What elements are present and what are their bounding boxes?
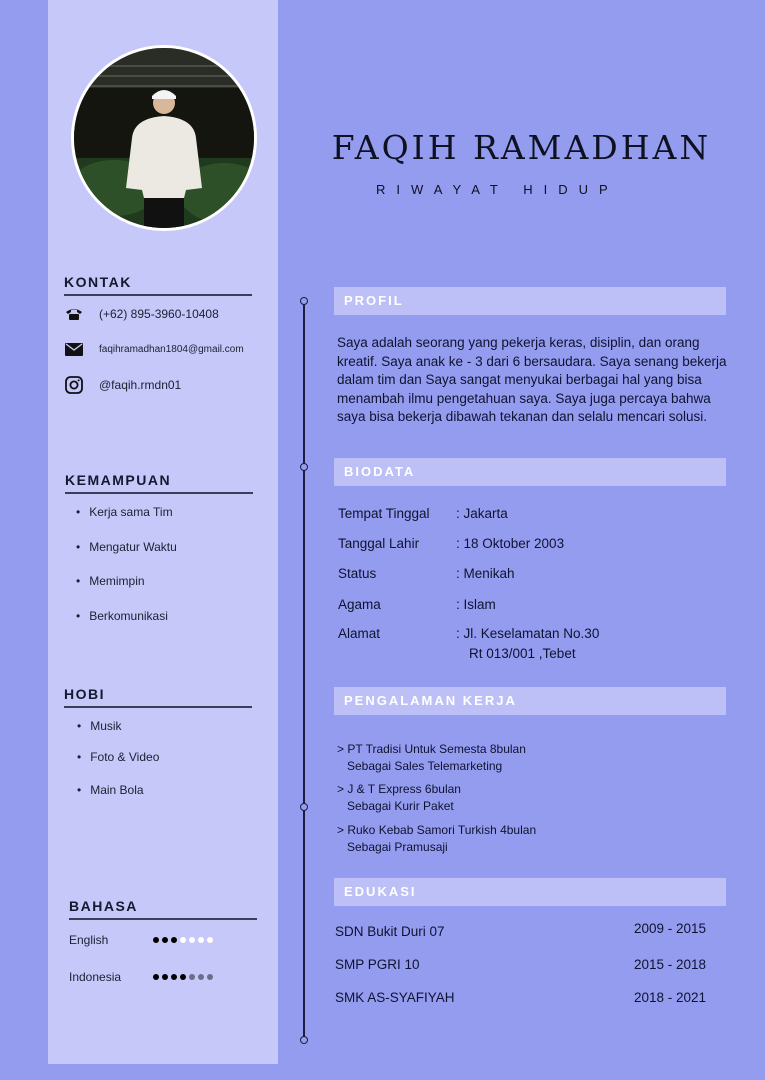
experience-title: > PT Tradisi Untuk Semesta 8bulan bbox=[337, 742, 526, 756]
skill-item: • Memimpin bbox=[76, 574, 145, 588]
document-subtitle: RIWAYAT HIDUP bbox=[376, 182, 619, 197]
skill-item: • Mengatur Waktu bbox=[76, 540, 177, 554]
experience-role: Sebagai Pramusaji bbox=[347, 840, 448, 854]
biodata-value-line2: Rt 013/001 ,Tebet bbox=[469, 646, 576, 661]
language-level-dots bbox=[153, 937, 213, 943]
experience-title: > Ruko Kebab Samori Turkish 4bulan bbox=[337, 823, 537, 837]
level-dot-empty bbox=[189, 937, 195, 943]
experience-item bbox=[337, 822, 536, 856]
instagram-icon bbox=[64, 375, 84, 395]
level-dot-filled bbox=[171, 974, 177, 980]
language-name: Indonesia bbox=[69, 970, 122, 984]
contact-instagram-text: @faqih.rmdn01 bbox=[99, 378, 182, 392]
education-school: SMK AS-SYAFIYAH bbox=[335, 990, 455, 1005]
hobby-item: • Main Bola bbox=[77, 783, 144, 797]
contact-instagram bbox=[64, 375, 181, 395]
experience-title: > J & T Express 6bulan bbox=[337, 782, 461, 796]
level-dot-filled bbox=[180, 974, 186, 980]
person-name: FAQIH RAMADHAN bbox=[331, 128, 712, 167]
language-name: English bbox=[69, 933, 109, 947]
timeline-node bbox=[300, 1036, 308, 1044]
education-years: 2009 - 2015 bbox=[634, 921, 707, 936]
experience-item bbox=[337, 781, 461, 815]
timeline-node bbox=[300, 803, 308, 811]
timeline-node bbox=[300, 463, 308, 471]
profile-text: Saya adalah seorang yang pekerja keras, disiplin, dan orang kreatif. Saya anak ke - 3 dari 6 bersaudara. Saya senang bekerja dalam tim dan Saya sangat menyukai berbagai hal yang bisa menambah ilmu pengetahuan saya. Saya juga percaya bahwa saya bisa bekerja dibawah tekanan dan selalu mencari solusi. bbox=[337, 335, 727, 424]
biodata-label: Alamat bbox=[338, 626, 381, 641]
contact-email bbox=[64, 339, 244, 359]
biodata-label: Status bbox=[338, 566, 377, 581]
biodata-section-header: BIODATA bbox=[334, 458, 726, 486]
biodata-label: Tempat Tinggal bbox=[338, 506, 430, 521]
experience-item bbox=[337, 741, 526, 775]
level-dot-filled bbox=[171, 937, 177, 943]
level-dot-empty bbox=[207, 974, 213, 980]
level-dot-empty bbox=[180, 937, 186, 943]
level-dot-empty bbox=[207, 937, 213, 943]
skill-item: • Kerja sama Tim bbox=[76, 505, 173, 519]
biodata-value: : 18 Oktober 2003 bbox=[456, 536, 565, 551]
experience-role: Sebagai Sales Telemarketing bbox=[347, 759, 503, 773]
education-years: 2015 - 2018 bbox=[634, 957, 707, 972]
language-row-indonesia bbox=[69, 970, 213, 984]
profile-photo bbox=[71, 45, 257, 231]
biodata-value: : Islam bbox=[456, 597, 496, 612]
level-dot-filled bbox=[153, 937, 159, 943]
level-dot-empty bbox=[198, 974, 204, 980]
skills-section-title: KEMAMPUAN bbox=[65, 472, 253, 494]
contact-email-text: faqihramadhan1804@gmail.com bbox=[99, 343, 244, 355]
hobby-item: • Foto & Video bbox=[77, 750, 159, 764]
biodata-label: Agama bbox=[338, 597, 381, 612]
education-years: 2018 - 2021 bbox=[634, 990, 707, 1005]
level-dot-filled bbox=[162, 974, 168, 980]
timeline-line bbox=[303, 302, 305, 1042]
person-photo-icon bbox=[74, 48, 254, 228]
timeline-node bbox=[300, 297, 308, 305]
mail-icon bbox=[64, 339, 84, 359]
experience-section-header: PENGALAMAN KERJA bbox=[334, 687, 726, 715]
language-level-dots bbox=[153, 974, 213, 980]
languages-section-title: BAHASA bbox=[69, 898, 257, 920]
contact-phone-text: (+62) 895-3960-10408 bbox=[99, 307, 219, 321]
level-dot-filled bbox=[153, 974, 159, 980]
profile-section-header: PROFIL bbox=[334, 287, 726, 315]
biodata-label: Tanggal Lahir bbox=[338, 536, 420, 551]
contact-section-title: KONTAK bbox=[64, 274, 252, 296]
language-row-english bbox=[69, 933, 213, 947]
education-school: SMP PGRI 10 bbox=[335, 957, 420, 972]
contact-phone bbox=[64, 304, 219, 324]
education-school: SDN Bukit Duri 07 bbox=[335, 924, 445, 939]
level-dot-empty bbox=[198, 937, 204, 943]
biodata-value: : Jakarta bbox=[456, 506, 508, 521]
phone-icon bbox=[64, 304, 84, 324]
skill-item: • Berkomunikasi bbox=[76, 609, 168, 623]
experience-role: Sebagai Kurir Paket bbox=[347, 799, 454, 813]
biodata-value: : Jl. Keselamatan No.30 bbox=[456, 626, 600, 641]
biodata-value: : Menikah bbox=[456, 566, 515, 581]
level-dot-filled bbox=[162, 937, 168, 943]
education-section-header: EDUKASI bbox=[334, 878, 726, 906]
level-dot-empty bbox=[189, 974, 195, 980]
hobbies-section-title: HOBI bbox=[64, 686, 252, 708]
hobby-item: • Musik bbox=[77, 719, 122, 733]
